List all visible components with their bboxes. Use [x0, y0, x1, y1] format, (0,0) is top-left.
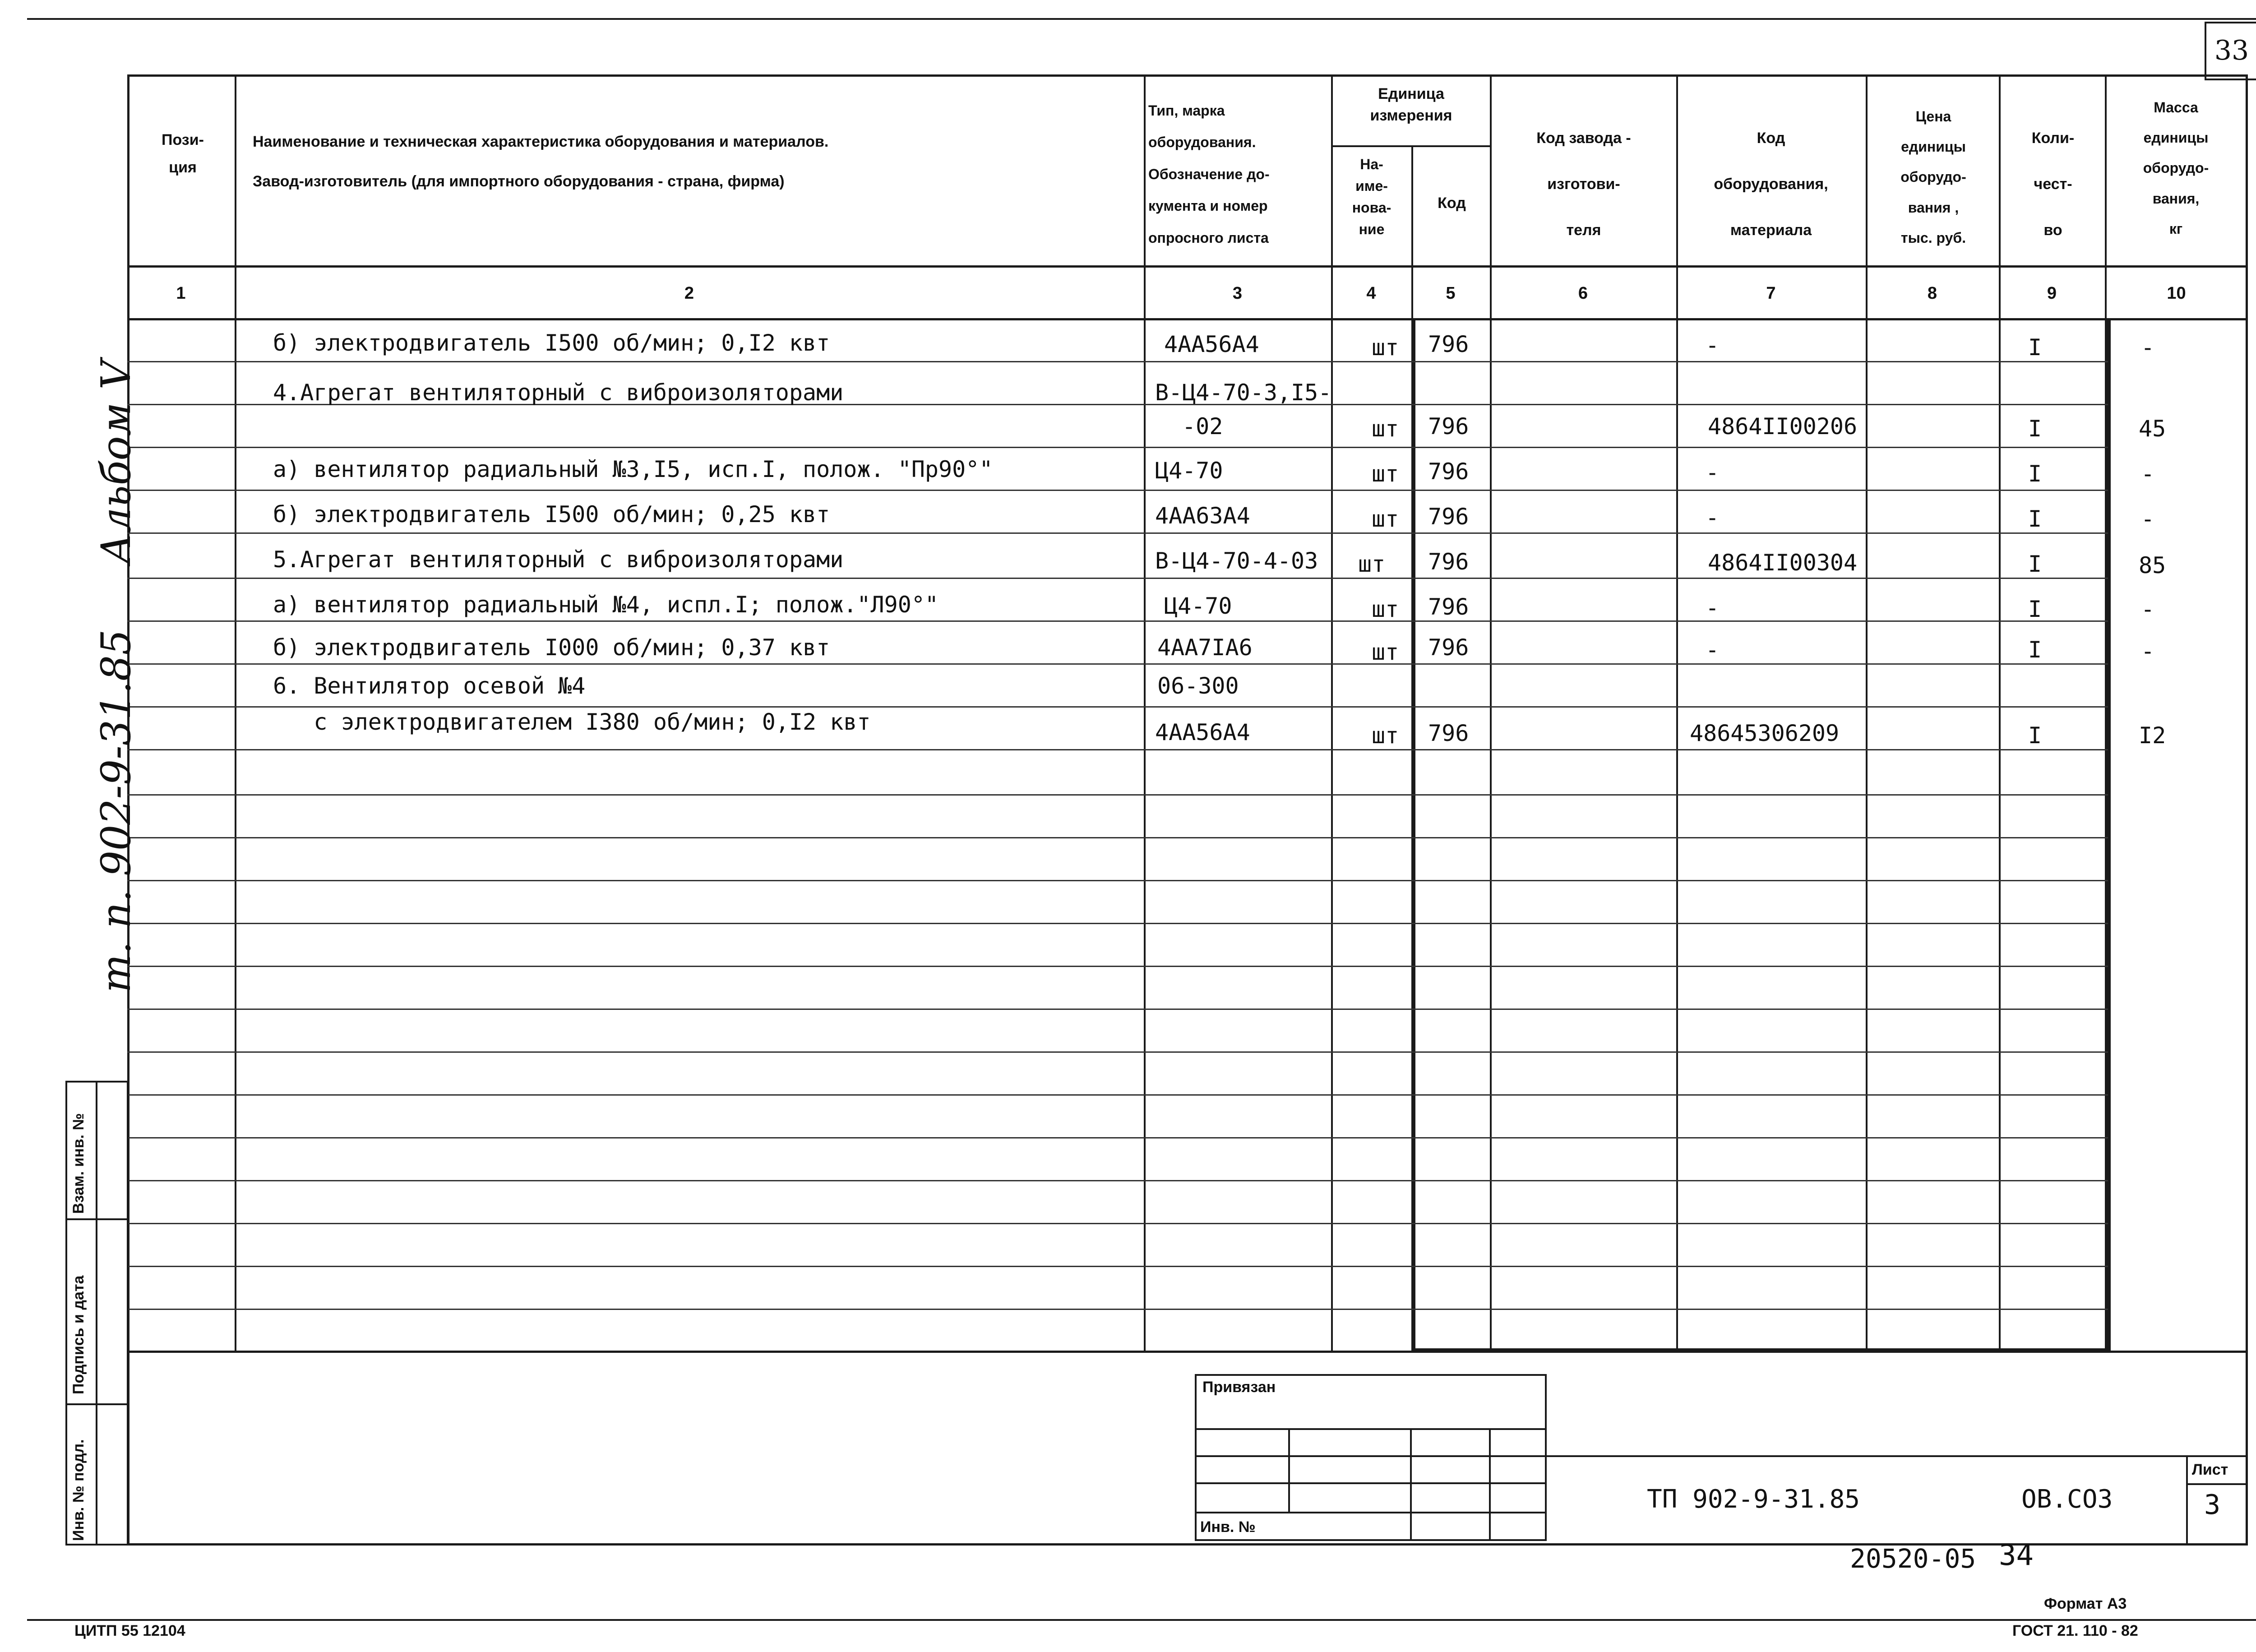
header-name: Наименование и техническая характеристика оборудования и материалов. Завод-изготовитель (для импортного оборудования - страна, фирма) [253, 133, 829, 190]
row-equip-code: 4864II00304 [1708, 550, 1858, 576]
row-equip-code: - [1706, 459, 1720, 486]
vzam-inv-label: Взам. инв. № [70, 1113, 87, 1214]
row-mass: 45 [2139, 416, 2166, 442]
row-mass: I2 [2139, 722, 2166, 749]
row-qty: I [2028, 461, 2042, 487]
side-stamp-row-2 [65, 1403, 129, 1405]
privyazan-col-2 [1410, 1428, 1412, 1541]
header-mass: Масса единицы оборудо- вания, кг [2143, 99, 2209, 237]
row-type: 4АА63А4 [1155, 503, 1250, 529]
row-name: 6. Вентилятор осевой №4 [273, 673, 586, 699]
top-border [27, 18, 2256, 20]
header-factory-code: Код завода - изготови- теля [1536, 130, 1631, 239]
row-qty: I [2028, 334, 2042, 361]
header-price: Цена единицы оборудо- вания , тыс. руб. [1900, 108, 1966, 246]
footer-line [27, 1619, 2256, 1621]
row-mass: - [2141, 461, 2155, 487]
title-top-line [1547, 1455, 2248, 1457]
row-equip-code: - [1706, 332, 1720, 358]
row-name: а) вентилятор радиальный №4, испл.I; полож."Л90°" [273, 592, 939, 618]
row-qty: I [2028, 722, 2042, 749]
project-handwriting: т. п. 902-9-31.85 [92, 629, 140, 993]
row-unit: шт [1372, 334, 1399, 361]
privyazan-line-4 [1195, 1512, 1547, 1513]
sheet-box-divider [2186, 1483, 2248, 1485]
row-mass: - [2141, 638, 2155, 664]
row-type: -02 [1182, 413, 1223, 440]
inv-podl-label: Инв. № подл. [70, 1439, 87, 1541]
row-unit: шт [1372, 722, 1399, 749]
col-line-1 [235, 74, 236, 1351]
header-equipment-code: Код оборудования, материала [1714, 130, 1828, 239]
row-equip-code: 48645306209 [1690, 720, 1840, 746]
gost-code: ГОСТ 21. 110 - 82 [2012, 1622, 2138, 1639]
row-type: 4АА7IА6 [1157, 634, 1253, 661]
row-mass: - [2141, 596, 2155, 622]
header-type: Тип, марка оборудования. Обозначение до- кумента и номер опросного листа [1148, 102, 1270, 246]
inv-no-label: Инв. № [1200, 1518, 1256, 1536]
row-code: 796 [1428, 504, 1469, 530]
side-stamp-row-1 [65, 1218, 129, 1220]
privyazan-line-2 [1195, 1455, 1547, 1457]
privyazan-col-3 [1489, 1428, 1491, 1541]
header-position: Пози- ция [162, 131, 204, 176]
row-type: Ц4-70 [1164, 593, 1232, 619]
row-code: 796 [1428, 594, 1469, 620]
row-qty: I [2028, 551, 2042, 577]
col-line-3 [1331, 74, 1333, 1351]
org-code: ЦИТП 55 12104 [74, 1622, 185, 1639]
row-unit: шт [1358, 551, 1386, 577]
row-mass: 85 [2139, 552, 2166, 578]
privyazan-block [1195, 1374, 1547, 1541]
row-code: 796 [1428, 634, 1469, 661]
row-unit: шт [1372, 461, 1399, 487]
sheet-label: Лист [2192, 1461, 2228, 1478]
row-unit: шт [1372, 416, 1399, 442]
privyazan-line-3 [1195, 1482, 1547, 1484]
row-mass: - [2141, 334, 2155, 361]
row-qty: I [2028, 416, 2042, 442]
page-alt-number: 34 [1999, 1539, 2034, 1572]
row-mass: - [2141, 506, 2155, 532]
row-code: 796 [1428, 720, 1469, 746]
row-name: а) вентилятор радиальный №3,I5, исп.I, полож. "Пр90°" [273, 456, 993, 482]
header-unit-code: Код [1438, 194, 1466, 212]
row-equip-code: - [1706, 637, 1720, 663]
row-code: 796 [1428, 549, 1469, 575]
row-type: 4АА56А4 [1155, 719, 1250, 745]
row-code: 796 [1428, 413, 1469, 440]
header-quantity: Коли- чест- во [2031, 130, 2075, 239]
document-mark: ОВ.СО3 [2021, 1485, 2113, 1514]
signature-date-label: Подпись и дата [70, 1275, 87, 1394]
row-type: 4АА56А4 [1164, 331, 1259, 357]
privyazan-col-1 [1288, 1428, 1290, 1512]
row-equip-code: 4864II00206 [1708, 413, 1858, 440]
row-unit: шт [1372, 639, 1399, 665]
row-name: с электродвигателем I380 об/мин; 0,I2 квт [273, 709, 871, 735]
header-divider [127, 265, 2248, 268]
unit-group-divider [1331, 145, 1490, 147]
row-qty: I [2028, 596, 2042, 622]
header-unit-group: Единица измерения [1370, 85, 1452, 124]
header-unit-name: На- име- нова- ние [1352, 156, 1392, 237]
row-name: б) электродвигатель I000 об/мин; 0,37 квт [273, 634, 830, 661]
side-stamp-divider [96, 1081, 97, 1546]
row-equip-code: - [1706, 595, 1720, 621]
body-bottom [127, 1351, 2248, 1353]
row-qty: I [2028, 506, 2042, 532]
row-name: б) электродвигатель I500 об/мин; 0,I2 квт [273, 330, 830, 356]
row-code: 796 [1428, 458, 1469, 485]
album-handwriting: Альбом V [92, 360, 140, 564]
sheet-number-box [2205, 22, 2256, 80]
row-code: 796 [1428, 331, 1469, 357]
privyazan-label: Привязан [1202, 1379, 1276, 1396]
row-name: 4.Агрегат вентиляторный с виброизоляторами [273, 379, 844, 406]
row-type: Ц4-70 [1155, 458, 1223, 484]
row-unit: шт [1372, 506, 1399, 532]
row-unit: шт [1372, 596, 1399, 622]
row-name: б) электродвигатель I500 об/мин; 0,25 квт [273, 501, 830, 528]
row-equip-code: - [1706, 504, 1720, 531]
row-name: 5.Агрегат вентиляторный с виброизоляторами [273, 546, 844, 573]
sheet-value: 3 [2204, 1489, 2221, 1521]
thick-body-frame [1411, 318, 2111, 1352]
archive-stamp: 20520-05 [1850, 1543, 1976, 1574]
row-type: В-Ц4-70-3,I5- [1155, 379, 1332, 406]
document-code: ТП 902-9-31.85 [1647, 1485, 1860, 1514]
row-type: В-Ц4-70-4-03 [1155, 548, 1318, 574]
col-line-2 [1144, 74, 1146, 1351]
format-label: Формат А3 [2044, 1595, 2127, 1612]
row-qty: I [2028, 637, 2042, 663]
sheet-number: 33 [2214, 35, 2249, 66]
row-type: 06-300 [1157, 673, 1239, 699]
privyazan-line-1 [1195, 1428, 1547, 1430]
